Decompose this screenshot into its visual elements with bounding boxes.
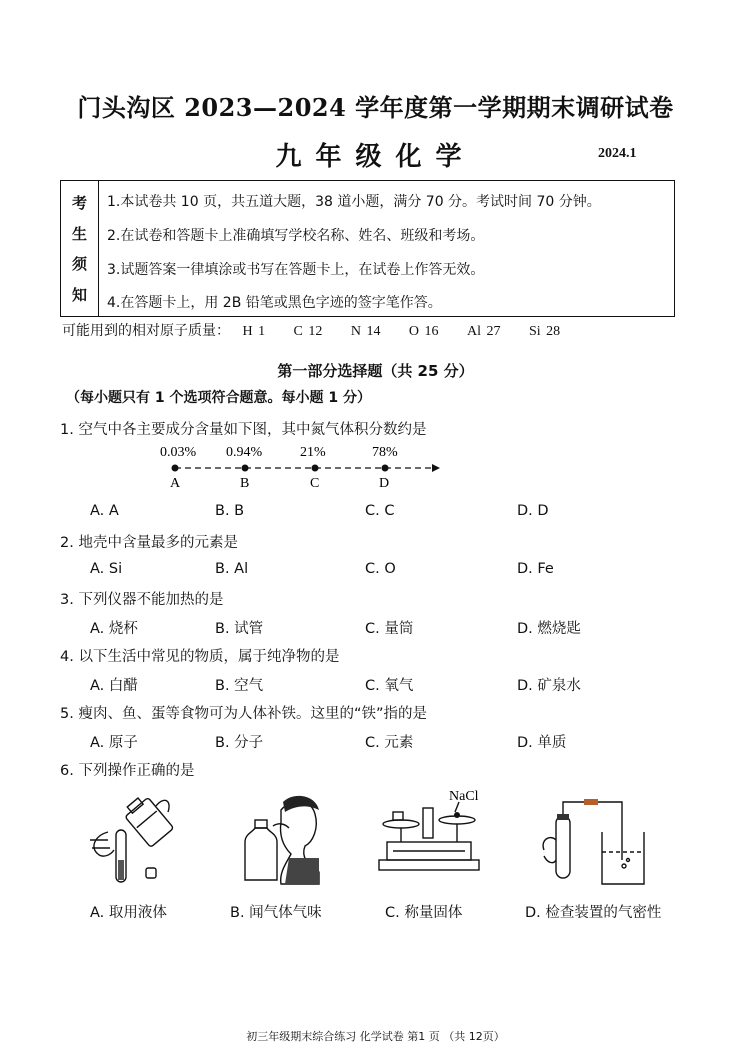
- question-stem: 4. 以下生活中常见的物质，属于纯净物的是: [60, 649, 340, 665]
- atomic-mass: N 14: [350, 324, 381, 339]
- page-footer: 初三年级期末综合练习 化学试卷 第1 页 （共 12页）: [246, 1030, 505, 1043]
- number-line-point: [172, 465, 179, 472]
- number-line-point: [312, 465, 319, 472]
- notice-label-char: 知: [71, 286, 87, 305]
- smell-gas-illustration: [235, 792, 325, 888]
- hand-icon: [543, 838, 556, 863]
- number-line-letter: C: [310, 476, 320, 491]
- option-c[interactable]: C. 氧气: [365, 678, 414, 694]
- option-a[interactable]: A. 原子: [90, 735, 138, 751]
- option-a[interactable]: A. A: [90, 503, 119, 519]
- number-line-letter: D: [379, 476, 390, 491]
- option-b[interactable]: B. Al: [215, 561, 249, 577]
- option-c[interactable]: C. 元素: [365, 735, 414, 751]
- section-title: 第一部分选择题（共 25 分）: [277, 362, 474, 380]
- number-line-value: 78%: [372, 445, 398, 460]
- question-stem: 5. 瘦肉、鱼、蛋等食物可为人体补铁。这里的“铁”指的是: [60, 706, 427, 722]
- exam-title: 门头沟区 2023—2024 学年度第一学期期末调研试卷: [77, 93, 674, 122]
- number-line-point: [382, 465, 389, 472]
- option-d[interactable]: D. D: [517, 503, 549, 519]
- notice-label-char: 生: [71, 224, 87, 243]
- option-a[interactable]: A. Si: [90, 561, 123, 577]
- number-line-letter: B: [240, 476, 250, 491]
- exam-subtitle: 九年级化学: [275, 142, 476, 172]
- option-a[interactable]: A. 烧杯: [90, 621, 138, 637]
- atomic-mass: O 16: [408, 324, 439, 339]
- notice-label-char: 考: [71, 193, 87, 212]
- number-line-figure: [150, 440, 450, 492]
- notice-label: [61, 181, 99, 316]
- number-line-value: 0.94%: [226, 445, 263, 460]
- option-c[interactable]: C. 称量固体: [385, 905, 463, 921]
- option-b[interactable]: B. 空气: [215, 678, 264, 694]
- question-stem: 6. 下列操作正确的是: [60, 763, 195, 779]
- option-b[interactable]: B. 分子: [215, 735, 264, 751]
- notice-label-char: 须: [71, 255, 87, 274]
- option-d[interactable]: D. 燃烧匙: [517, 621, 581, 637]
- notice-item: 2.在试卷和答题卡上准确填写学校名称、姓名、班级和考场。: [107, 228, 485, 244]
- stopper-icon: [146, 868, 156, 878]
- atomic-mass: C 12: [293, 324, 323, 339]
- examinee-notice-box: [60, 180, 675, 317]
- number-line-value: 0.03%: [160, 445, 197, 460]
- number-line-arrow-icon: [432, 464, 440, 472]
- number-line-letter: A: [170, 476, 181, 491]
- option-d[interactable]: D. Fe: [517, 561, 554, 577]
- exam-date: 2024.1: [598, 146, 637, 161]
- atomic-mass: Si 28: [528, 324, 561, 339]
- question-stem: 3. 下列仪器不能加热的是: [60, 592, 224, 608]
- option-a[interactable]: A. 白醋: [90, 678, 138, 694]
- question-stem: 2. 地壳中含量最多的元素是: [60, 535, 238, 551]
- option-b[interactable]: B. B: [215, 503, 245, 519]
- option-a[interactable]: A. 取用液体: [90, 905, 167, 921]
- atomic-mass: H 1: [242, 324, 266, 339]
- number-line-value: 21%: [300, 445, 326, 460]
- airtightness-check-illustration: [540, 790, 650, 890]
- pour-liquid-illustration: [80, 790, 180, 890]
- option-c[interactable]: C. O: [365, 561, 396, 577]
- option-c[interactable]: C. 量筒: [365, 621, 414, 637]
- weight-icon: [393, 812, 403, 820]
- option-d[interactable]: D. 矿泉水: [517, 678, 581, 694]
- atomic-masses-label: 可能用到的相对原子质量：: [62, 323, 230, 339]
- atomic-mass: Al 27: [466, 324, 501, 339]
- balance-pan-icon: [383, 820, 419, 828]
- option-d[interactable]: D. 检查装置的气密性: [525, 905, 662, 921]
- option-d[interactable]: D. 单质: [517, 735, 567, 751]
- number-line-point: [242, 465, 249, 472]
- notice-item: 3.试题答案一律填涂或书写在答题卡上，在试卷上作答无效。: [107, 262, 485, 278]
- beaker-icon: [602, 832, 644, 884]
- test-tube-icon: [556, 816, 570, 878]
- option-c[interactable]: C. C: [365, 503, 395, 519]
- section-note: （每小题只有 1 个选项符合题意。每小题 1 分）: [66, 390, 371, 406]
- notice-item: 4.在答题卡上，用 2B 铅笔或黑色字迹的签字笔作答。: [107, 295, 442, 311]
- atomic-masses-line: [62, 320, 582, 340]
- weigh-solid-illustration: [373, 786, 483, 886]
- balance-pointer-icon: [423, 808, 433, 838]
- hand-icon: [94, 832, 114, 856]
- option-b[interactable]: B. 试管: [215, 621, 264, 637]
- notice-item: 1.本试卷共 10 页，共五道大题，38 道小题，满分 70 分。考试时间 70 分钟。: [107, 194, 601, 210]
- option-b[interactable]: B. 闻气体气味: [230, 905, 322, 921]
- gas-bottle-icon: [245, 828, 277, 880]
- nacl-label: NaCl: [449, 789, 479, 804]
- question-stem: 1. 空气中各主要成分含量如下图，其中氮气体积分数约是: [60, 422, 427, 438]
- rubber-tube-icon: [584, 799, 598, 805]
